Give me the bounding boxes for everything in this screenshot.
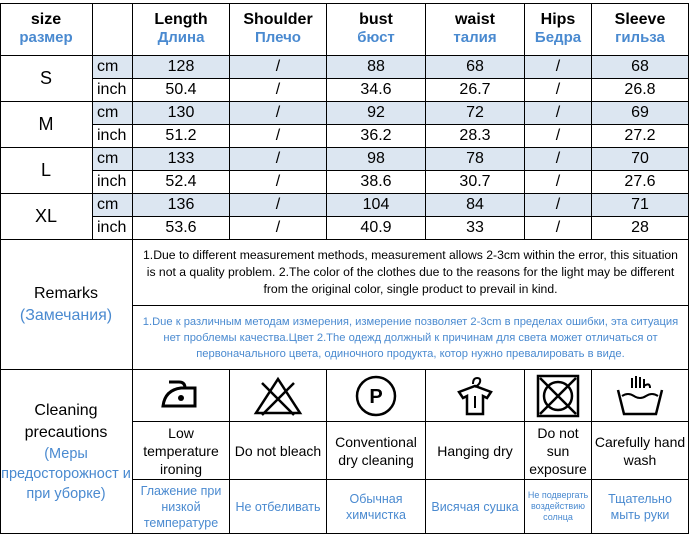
measure-cell bbox=[230, 194, 327, 217]
measure-value: / bbox=[275, 173, 281, 190]
remarks-note-ru: 1.Due к различным методам измерения, измерение позволяет 2-3cm в пределах ошибки, эта ситуация нет проблемы качества.Цвет 2.The одежд должный к причинам для света может отличаться от первоначального цвета, одиночного продукта, котор нужно превалировать в виде. bbox=[142, 315, 679, 360]
care-icon-cell bbox=[230, 370, 327, 422]
measure-value: 27.6 bbox=[624, 173, 656, 190]
measure-cell bbox=[426, 217, 525, 240]
header-col-1 bbox=[230, 3, 327, 56]
measure-cell bbox=[327, 148, 426, 171]
measure-value: / bbox=[275, 104, 281, 121]
measure-cell bbox=[230, 148, 327, 171]
measure-value: 50.4 bbox=[165, 81, 197, 98]
care-ru-label: Обычная химчистка bbox=[346, 491, 406, 522]
unit-inch bbox=[93, 125, 133, 148]
care-ru-cell bbox=[327, 480, 426, 534]
measure-cell bbox=[327, 102, 426, 125]
measure-cell bbox=[525, 148, 592, 171]
measure-cell bbox=[327, 194, 426, 217]
measure-value: 27.2 bbox=[624, 127, 656, 144]
measure-cell bbox=[230, 125, 327, 148]
unit-cm bbox=[93, 148, 133, 171]
measure-cell bbox=[525, 171, 592, 194]
care-icon-cell bbox=[525, 370, 592, 422]
remarks-label-cell bbox=[0, 240, 133, 370]
measure-value: 26.8 bbox=[624, 81, 656, 98]
header-col-2 bbox=[327, 3, 426, 56]
measure-value: 36.2 bbox=[360, 127, 392, 144]
care-en-cell bbox=[133, 422, 230, 480]
header-col-en: bust bbox=[359, 11, 393, 28]
measure-value: 98 bbox=[367, 150, 385, 167]
measure-value: 34.6 bbox=[360, 81, 392, 98]
measure-cell bbox=[327, 171, 426, 194]
measure-cell bbox=[327, 125, 426, 148]
care-ru-label: Глажение при низкой температуре bbox=[140, 483, 222, 530]
header-col-en: Length bbox=[154, 11, 208, 28]
header-col-ru: гильза bbox=[615, 29, 665, 46]
care-en-cell bbox=[592, 422, 689, 480]
care-en-cell bbox=[525, 422, 592, 480]
care-en-label: Conventional dry cleaning bbox=[335, 433, 417, 468]
unit-cm bbox=[93, 194, 133, 217]
measure-cell bbox=[133, 171, 230, 194]
svg-text:P: P bbox=[369, 385, 383, 408]
care-en-label: Hanging dry bbox=[437, 442, 513, 459]
unit-inch bbox=[93, 79, 133, 102]
measure-value: 136 bbox=[167, 196, 195, 213]
measure-value: 84 bbox=[466, 196, 484, 213]
measure-value: 128 bbox=[167, 58, 195, 75]
header-col-ru: Длина bbox=[157, 29, 205, 46]
measure-cell bbox=[133, 102, 230, 125]
measure-cell bbox=[525, 217, 592, 240]
care-ru-cell bbox=[592, 480, 689, 534]
measure-cell bbox=[592, 79, 689, 102]
hang-dry-icon bbox=[453, 374, 497, 418]
header-col-en: Sleeve bbox=[614, 11, 666, 28]
remarks-note-en-cell bbox=[133, 240, 689, 306]
measure-cell bbox=[426, 56, 525, 79]
care-ru-label: Не подвергать воздействию солнца bbox=[527, 490, 589, 522]
measure-cell bbox=[592, 194, 689, 217]
header-col-en: Shoulder bbox=[243, 11, 313, 28]
iron-low-icon bbox=[155, 376, 207, 416]
measure-cell bbox=[525, 125, 592, 148]
measure-cell bbox=[592, 171, 689, 194]
measure-cell bbox=[592, 102, 689, 125]
care-ru-label: Висячая сушка bbox=[431, 499, 519, 514]
cleaning-label-ru: (Меры предосторожност и при уборке) bbox=[1, 445, 131, 502]
measure-cell bbox=[133, 194, 230, 217]
measure-cell bbox=[230, 56, 327, 79]
measure-value: 71 bbox=[631, 196, 649, 213]
header-col-en: waist bbox=[454, 11, 495, 28]
care-en-cell bbox=[426, 422, 525, 480]
measure-value: 30.7 bbox=[459, 173, 491, 190]
measure-cell bbox=[592, 125, 689, 148]
remarks-label-ru: (Замечания) bbox=[19, 306, 113, 324]
measure-value: 28.3 bbox=[459, 127, 491, 144]
measure-value: 53.6 bbox=[165, 219, 197, 236]
unit-label: inch bbox=[97, 81, 127, 98]
unit-inch bbox=[93, 217, 133, 240]
header-col-0 bbox=[133, 3, 230, 56]
measure-cell bbox=[525, 194, 592, 217]
measure-value: 68 bbox=[631, 58, 649, 75]
care-ru-cell bbox=[426, 480, 525, 534]
measure-value: / bbox=[555, 81, 561, 98]
size-label-m bbox=[0, 102, 93, 148]
size-label: S bbox=[39, 68, 52, 88]
measure-value: / bbox=[555, 150, 561, 167]
measure-cell bbox=[525, 102, 592, 125]
measure-cell bbox=[525, 79, 592, 102]
measure-cell bbox=[133, 217, 230, 240]
measure-value: / bbox=[555, 219, 561, 236]
care-icon-cell bbox=[426, 370, 525, 422]
measure-value: 69 bbox=[631, 104, 649, 121]
measure-value: 70 bbox=[631, 150, 649, 167]
remarks-note-en: 1.Due to different measurement methods, measurement allows 2-3cm within the error, this situation is not a quality problem. 2.The color of the clothes due to the reasons for the light may be different from the original color, single product to prevail in kind. bbox=[143, 248, 678, 296]
header-col-5 bbox=[592, 3, 689, 56]
measure-value: 26.7 bbox=[459, 81, 491, 98]
unit-label: cm bbox=[97, 104, 119, 121]
measure-cell bbox=[592, 56, 689, 79]
hand-wash-icon bbox=[614, 374, 666, 418]
unit-label: cm bbox=[97, 58, 119, 75]
unit-label: inch bbox=[97, 127, 127, 144]
care-ru-label: Не отбеливать bbox=[235, 499, 321, 514]
measure-cell bbox=[133, 56, 230, 79]
unit-label: inch bbox=[97, 219, 127, 236]
measure-value: 52.4 bbox=[165, 173, 197, 190]
do-not-bleach-icon bbox=[252, 375, 304, 417]
unit-label: cm bbox=[97, 196, 119, 213]
care-en-label: Carefully hand wash bbox=[594, 433, 686, 468]
care-en-cell bbox=[230, 422, 327, 480]
measure-cell bbox=[230, 79, 327, 102]
header-col-en: Hips bbox=[540, 11, 576, 28]
measure-value: / bbox=[275, 58, 281, 75]
measure-cell bbox=[133, 148, 230, 171]
measure-value: / bbox=[275, 127, 281, 144]
care-ru-cell bbox=[230, 480, 327, 534]
measure-cell bbox=[230, 217, 327, 240]
measure-value: 130 bbox=[167, 104, 195, 121]
header-col-ru: талия bbox=[453, 29, 497, 46]
measure-value: / bbox=[555, 196, 561, 213]
measure-value: / bbox=[555, 104, 561, 121]
care-en-cell bbox=[327, 422, 426, 480]
measure-value: 28 bbox=[631, 219, 649, 236]
measure-value: 51.2 bbox=[165, 127, 197, 144]
header-size-cell bbox=[0, 3, 93, 56]
header-col-ru: Бедра bbox=[534, 29, 582, 46]
measure-value: / bbox=[275, 196, 281, 213]
measure-value: 40.9 bbox=[360, 219, 392, 236]
header-size-ru: размер bbox=[19, 29, 73, 46]
care-ru-label: Тщательно мыть руки bbox=[608, 491, 672, 522]
care-icon-cell bbox=[327, 370, 426, 422]
measure-value: / bbox=[555, 127, 561, 144]
measure-cell bbox=[426, 79, 525, 102]
measure-value: 104 bbox=[362, 196, 390, 213]
care-ru-cell bbox=[525, 480, 592, 534]
measure-cell bbox=[133, 79, 230, 102]
care-en-label: Do not bleach bbox=[234, 442, 322, 459]
care-ru-cell bbox=[133, 480, 230, 534]
care-en-label: Do not sun exposure bbox=[529, 424, 587, 477]
size-label: XL bbox=[34, 206, 58, 226]
size-label-s bbox=[0, 56, 93, 102]
measure-cell bbox=[327, 79, 426, 102]
measure-value: 78 bbox=[466, 150, 484, 167]
measure-value: 72 bbox=[466, 104, 484, 121]
measure-cell bbox=[133, 125, 230, 148]
measure-value: 88 bbox=[367, 58, 385, 75]
measure-cell bbox=[426, 148, 525, 171]
measure-cell bbox=[327, 217, 426, 240]
unit-cm bbox=[93, 56, 133, 79]
remarks-note-ru-cell bbox=[133, 306, 689, 370]
measure-value: 68 bbox=[466, 58, 484, 75]
measure-cell bbox=[592, 217, 689, 240]
size-label-l bbox=[0, 148, 93, 194]
header-blank-cell bbox=[93, 3, 133, 56]
header-col-3 bbox=[426, 3, 525, 56]
measure-value: / bbox=[275, 219, 281, 236]
measure-cell bbox=[426, 194, 525, 217]
care-icon-cell bbox=[592, 370, 689, 422]
size-label: L bbox=[40, 160, 51, 180]
measure-value: 33 bbox=[466, 219, 484, 236]
measure-value: 133 bbox=[167, 150, 195, 167]
unit-cm bbox=[93, 102, 133, 125]
dry-clean-p-icon bbox=[354, 374, 398, 418]
no-tumble-dry-icon bbox=[534, 374, 582, 418]
unit-label: inch bbox=[97, 173, 127, 190]
header-size-en: size bbox=[30, 11, 62, 28]
measure-cell bbox=[230, 102, 327, 125]
care-en-label: Low temperature ironing bbox=[143, 424, 219, 477]
cleaning-label-en: Cleaning precautions bbox=[24, 401, 108, 441]
measure-cell bbox=[525, 56, 592, 79]
size-label-xl bbox=[0, 194, 93, 240]
header-col-4 bbox=[525, 3, 592, 56]
size-label: M bbox=[38, 114, 54, 134]
remarks-label-en: Remarks bbox=[33, 284, 98, 302]
measure-value: / bbox=[555, 173, 561, 190]
measure-value: / bbox=[275, 81, 281, 98]
measure-value: 92 bbox=[367, 104, 385, 121]
care-icon-cell bbox=[133, 370, 230, 422]
cleaning-label-cell bbox=[0, 370, 133, 534]
measure-value: / bbox=[275, 150, 281, 167]
unit-label: cm bbox=[97, 150, 119, 167]
unit-inch bbox=[93, 171, 133, 194]
header-col-ru: бюст bbox=[357, 29, 395, 46]
measure-cell bbox=[426, 102, 525, 125]
measure-cell bbox=[230, 171, 327, 194]
measure-cell bbox=[327, 56, 426, 79]
measure-value: 38.6 bbox=[360, 173, 392, 190]
header-col-ru: Плечо bbox=[255, 29, 301, 46]
measure-cell bbox=[426, 171, 525, 194]
measure-cell bbox=[592, 148, 689, 171]
measure-value: / bbox=[555, 58, 561, 75]
measure-cell bbox=[426, 125, 525, 148]
